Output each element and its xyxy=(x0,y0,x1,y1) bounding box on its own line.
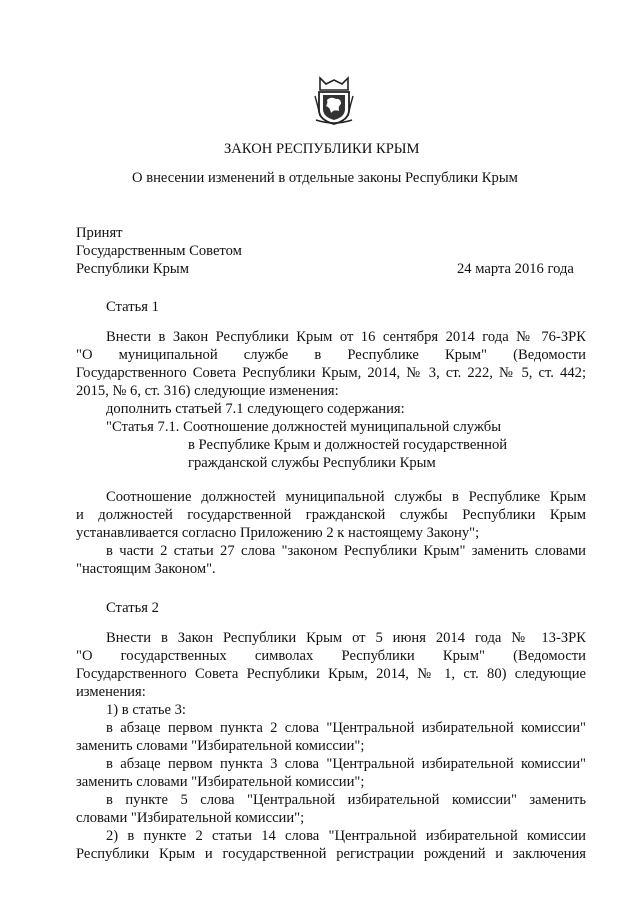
article-2-line: изменения: xyxy=(76,684,146,700)
article-1-line: дополнить статьей 7.1 следующего содержания: xyxy=(106,401,405,417)
new-article-title: в Республике Крым и должностей государственной xyxy=(188,437,508,453)
law-subtitle: О внесении изменений в отдельные законы Республики Крым xyxy=(132,170,518,186)
article-2-line: в пункте 5 слова "Центральной избирательной комиссии" заменить xyxy=(106,792,586,808)
article-2-line: заменить словами "Избирательной комиссии"; xyxy=(76,774,365,790)
article-1-line: "О муниципальной службе в Республике Крым" (Ведомости xyxy=(76,347,586,363)
article-2-line: Республики Крым и государственной регистрации рождений и заключения xyxy=(76,846,586,862)
article-2-line: в абзаце первом пункта 2 слова "Центральной избирательной комиссии" xyxy=(106,720,586,736)
article-2-line: 2) в пункте 2 статьи 14 слова "Центральной избирательной комиссии xyxy=(106,828,586,844)
new-article-title: гражданской службы Республики Крым xyxy=(188,455,436,471)
article-1-line: в части 2 статьи 27 слова "законом Республики Крым" заменить словами xyxy=(106,543,586,559)
article-2-line: словами "Избирательной комиссии"; xyxy=(76,810,305,826)
adopted-line-2: Государственным Советом xyxy=(76,243,242,259)
adopted-line-3: Республики Крым xyxy=(76,261,189,277)
adopted-line-1: Принят xyxy=(76,225,123,241)
article-1-line: Государственного Совета Республики Крым, 2014, № 3, ст. 222, № 5, ст. 442; xyxy=(76,365,586,381)
article-2-line: Внести в Закон Республики Крым от 5 июня 2014 года № 13-ЗРК xyxy=(106,630,586,646)
article-2-line: заменить словами "Избирательной комиссии"; xyxy=(76,738,365,754)
article-1-line: Соотношение должностей муниципальной службы в Республике Крым xyxy=(106,489,586,505)
crimea-coat-of-arms-icon xyxy=(314,76,354,126)
article-1-line: и должностей государственной гражданской службы Республики Крым xyxy=(76,507,586,523)
article-1-line: "настоящим Законом". xyxy=(76,561,216,577)
article-2-line: 1) в статье 3: xyxy=(106,702,186,718)
article-1-line: Внести в Закон Республики Крым от 16 сентября 2014 года № 76-ЗРК xyxy=(106,329,586,345)
new-article-title: "Статья 7.1. Соотношение должностей муниципальной службы xyxy=(106,419,502,435)
article-2-heading: Статья 2 xyxy=(106,600,159,616)
article-2-line: Государственного Совета Республики Крым, 2014, № 1, ст. 80) следующие xyxy=(76,666,586,682)
law-title: ЗАКОН РЕСПУБЛИКИ КРЫМ xyxy=(224,141,420,157)
article-1-line: 2015, № 6, ст. 316) следующие изменения: xyxy=(76,383,339,399)
article-1-line: устанавливается согласно Приложению 2 к настоящему Закону"; xyxy=(76,525,480,541)
article-2-line: в абзаце первом пункта 3 слова "Центральной избирательной комиссии" xyxy=(106,756,586,772)
article-1-heading: Статья 1 xyxy=(106,299,159,315)
adoption-date: 24 марта 2016 года xyxy=(457,261,574,277)
article-2-line: "О государственных символах Республики Крым" (Ведомости xyxy=(76,648,586,664)
